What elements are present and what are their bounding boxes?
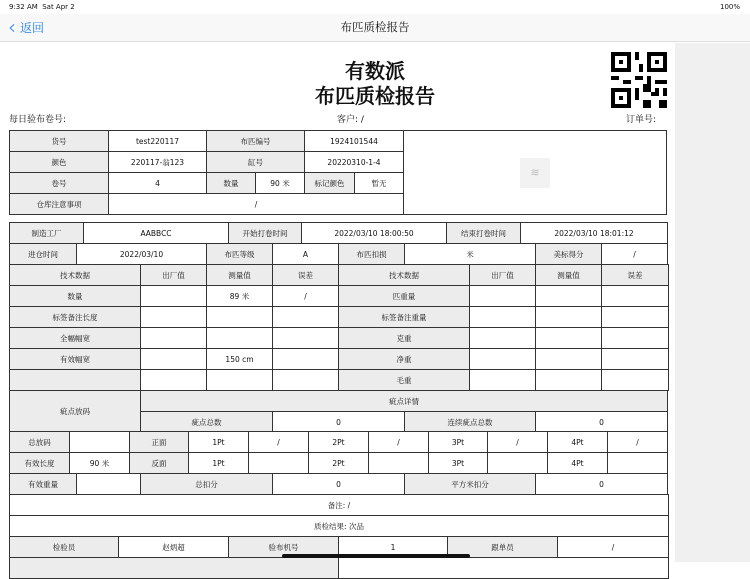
report-title: 布匹质检报告 (315, 84, 435, 108)
tech-row (9, 348, 668, 369)
label: 标记颜色 (304, 172, 355, 194)
label: 进仓时间 (9, 243, 77, 265)
tech-cell (535, 369, 602, 391)
next-row (9, 557, 668, 578)
defect-cell (69, 431, 130, 453)
value: 米 (404, 243, 536, 265)
tech-cell (601, 327, 669, 349)
tech-cell (272, 348, 339, 370)
tech-cell: 标签备注长度 (9, 306, 141, 328)
label: 开始打卷时间 (228, 222, 302, 244)
value: 赵炳超 (118, 536, 229, 558)
label: 制造工厂 (9, 222, 84, 244)
tech-cell: 有效幅宽 (9, 348, 141, 370)
cloth-image[interactable] (403, 130, 667, 215)
tech-cell (535, 348, 602, 370)
status-date: Sat Apr 2 (42, 3, 75, 11)
defect-block (9, 390, 667, 432)
tech-row (9, 285, 668, 306)
tech-header-row (9, 264, 668, 285)
score-row (9, 473, 667, 494)
value: 0 (272, 473, 405, 495)
tech-cell: 误差 (601, 264, 669, 286)
tech-cell: 出厂值 (140, 264, 207, 286)
daily-roll-label: 每日验布卷号: (9, 115, 67, 125)
value: 暂无 (354, 172, 404, 194)
home-indicator[interactable] (282, 554, 470, 558)
tech-cell (601, 306, 669, 328)
back-defects-row (9, 452, 667, 473)
defect-cell: / (487, 431, 548, 453)
value: / (108, 193, 404, 215)
defect-cell: 2Pt (308, 431, 369, 453)
tech-cell: 数量 (9, 285, 141, 307)
value: 220117-翁123 (108, 151, 207, 173)
value: 90 米 (255, 172, 305, 194)
tech-cell: 技术数据 (338, 264, 470, 286)
label: 美标得分 (535, 243, 602, 265)
tech-cell: 技术数据 (9, 264, 141, 286)
label: 跟单员 (447, 536, 558, 558)
info-row (9, 172, 403, 193)
tech-cell: 净重 (338, 348, 470, 370)
label: 总扣分 (140, 473, 273, 495)
image-placeholder-icon: ≋ (520, 158, 550, 188)
defect-cell: 总放码 (9, 431, 70, 453)
label: 颜色 (9, 151, 109, 173)
defect-code-label: 疵点放码 (9, 390, 141, 433)
label: 货号 (9, 130, 109, 152)
tech-cell: 误差 (272, 264, 339, 286)
defect-cell: 正面 (129, 431, 189, 453)
tech-cell: 标签备注重量 (338, 306, 470, 328)
value: / (557, 536, 669, 558)
defect-cell (487, 452, 548, 474)
result-row (9, 515, 668, 536)
tech-cell (469, 306, 536, 328)
value: 1 (338, 536, 448, 558)
defect-cell: 4Pt (547, 431, 608, 453)
tech-cell: 150 cm (206, 348, 273, 370)
label: 有效重量 (9, 473, 77, 495)
tech-cell (535, 285, 602, 307)
value: 0 (535, 411, 668, 433)
value: test220117 (108, 130, 207, 152)
label: 缸号 (206, 151, 305, 173)
tech-cell (272, 306, 339, 328)
tech-cell: / (272, 285, 339, 307)
label: 连续疵点总数 (404, 411, 536, 433)
info-row (9, 130, 403, 151)
tech-cell: 89 米 (206, 285, 273, 307)
tech-cell: 出厂值 (469, 264, 536, 286)
tech-cell (140, 327, 207, 349)
defect-cell: 1Pt (188, 452, 249, 474)
tech-cell (140, 369, 207, 391)
label: 结束打卷时间 (446, 222, 521, 244)
order-label: 订单号: (626, 115, 657, 125)
defect-cell: 90 米 (69, 452, 130, 474)
tech-cell (469, 348, 536, 370)
value: 2022/03/10 18:00:50 (301, 222, 447, 244)
value: / (601, 243, 668, 265)
label: 仓库注意事项 (9, 193, 109, 215)
tech-cell: 全幅幅宽 (9, 327, 141, 349)
quality-result: 质检结果: 次品 (9, 515, 669, 537)
company-name: 有数派 (345, 59, 405, 83)
production-row (9, 222, 667, 243)
value: 2022/03/10 (76, 243, 207, 265)
label: 布匹扣损 (338, 243, 405, 265)
tech-row (9, 327, 668, 348)
defect-cell (248, 452, 309, 474)
tech-cell (140, 348, 207, 370)
value: 20220310-1-4 (304, 151, 404, 173)
label: 布匹编号 (206, 130, 305, 152)
value (76, 473, 141, 495)
tech-cell (206, 327, 273, 349)
defect-cell: / (248, 431, 309, 453)
defect-cell: 3Pt (428, 431, 488, 453)
tech-cell: 测量值 (535, 264, 602, 286)
defect-cell: / (368, 431, 429, 453)
back-label: 返回 (20, 20, 45, 35)
defect-cell (607, 452, 668, 474)
tech-cell: 毛重 (338, 369, 470, 391)
tech-cell: 测量值 (206, 264, 273, 286)
defect-cell (368, 452, 429, 474)
status-bar (0, 0, 750, 14)
label: 卷号 (9, 172, 109, 194)
nav-title: 布匹质检报告 (340, 20, 410, 34)
label: 验布机号 (228, 536, 339, 558)
label: 疵点总数 (140, 411, 273, 433)
tech-row (9, 306, 668, 327)
chevron-left-icon: ‹ (8, 15, 16, 39)
nav-bar (0, 14, 750, 42)
value: 2022/03/10 18:01:12 (520, 222, 668, 244)
label: 检验员 (9, 536, 119, 558)
remark: 备注: / (9, 494, 669, 516)
info-row (9, 151, 403, 172)
tech-row (9, 369, 668, 390)
battery: 100% (719, 3, 740, 11)
tech-cell (272, 369, 339, 391)
tech-cell (601, 285, 669, 307)
defect-cell: 反面 (129, 452, 189, 474)
value: 0 (272, 411, 405, 433)
side-panel (675, 43, 750, 562)
label: 布匹等级 (206, 243, 273, 265)
production-row (9, 243, 667, 264)
qr-code-icon (611, 52, 667, 108)
value: 0 (535, 473, 668, 495)
tech-cell: 克重 (338, 327, 470, 349)
tech-cell (206, 369, 273, 391)
tech-cell (469, 327, 536, 349)
customer: 客户: / (337, 115, 364, 125)
defect-cell: / (607, 431, 668, 453)
tech-cell: 匹重量 (338, 285, 470, 307)
label: 平方米扣分 (404, 473, 536, 495)
label: 数量 (206, 172, 256, 194)
tech-cell (535, 327, 602, 349)
value: 1924101544 (304, 130, 404, 152)
value: 4 (108, 172, 207, 194)
status-time: 9:32 AM (9, 3, 38, 11)
tech-cell (469, 285, 536, 307)
tech-cell (272, 327, 339, 349)
tech-cell (206, 306, 273, 328)
tech-cell (469, 369, 536, 391)
defect-detail-label: 疵点详情 (140, 390, 668, 412)
tech-cell (9, 369, 141, 391)
info-row (9, 193, 403, 214)
tech-cell (140, 306, 207, 328)
tech-cell (535, 306, 602, 328)
tech-cell (601, 369, 669, 391)
value: AABBCC (83, 222, 229, 244)
value: A (272, 243, 339, 265)
defect-cell: 2Pt (308, 452, 369, 474)
defect-cell: 3Pt (428, 452, 488, 474)
tech-cell (140, 285, 207, 307)
tech-cell (601, 348, 669, 370)
defect-cell: 1Pt (188, 431, 249, 453)
defect-cell: 有效长度 (9, 452, 70, 474)
defect-totals (140, 411, 667, 432)
remark-row (9, 494, 668, 515)
defect-cell: 4Pt (547, 452, 608, 474)
front-defects-row (9, 431, 667, 452)
